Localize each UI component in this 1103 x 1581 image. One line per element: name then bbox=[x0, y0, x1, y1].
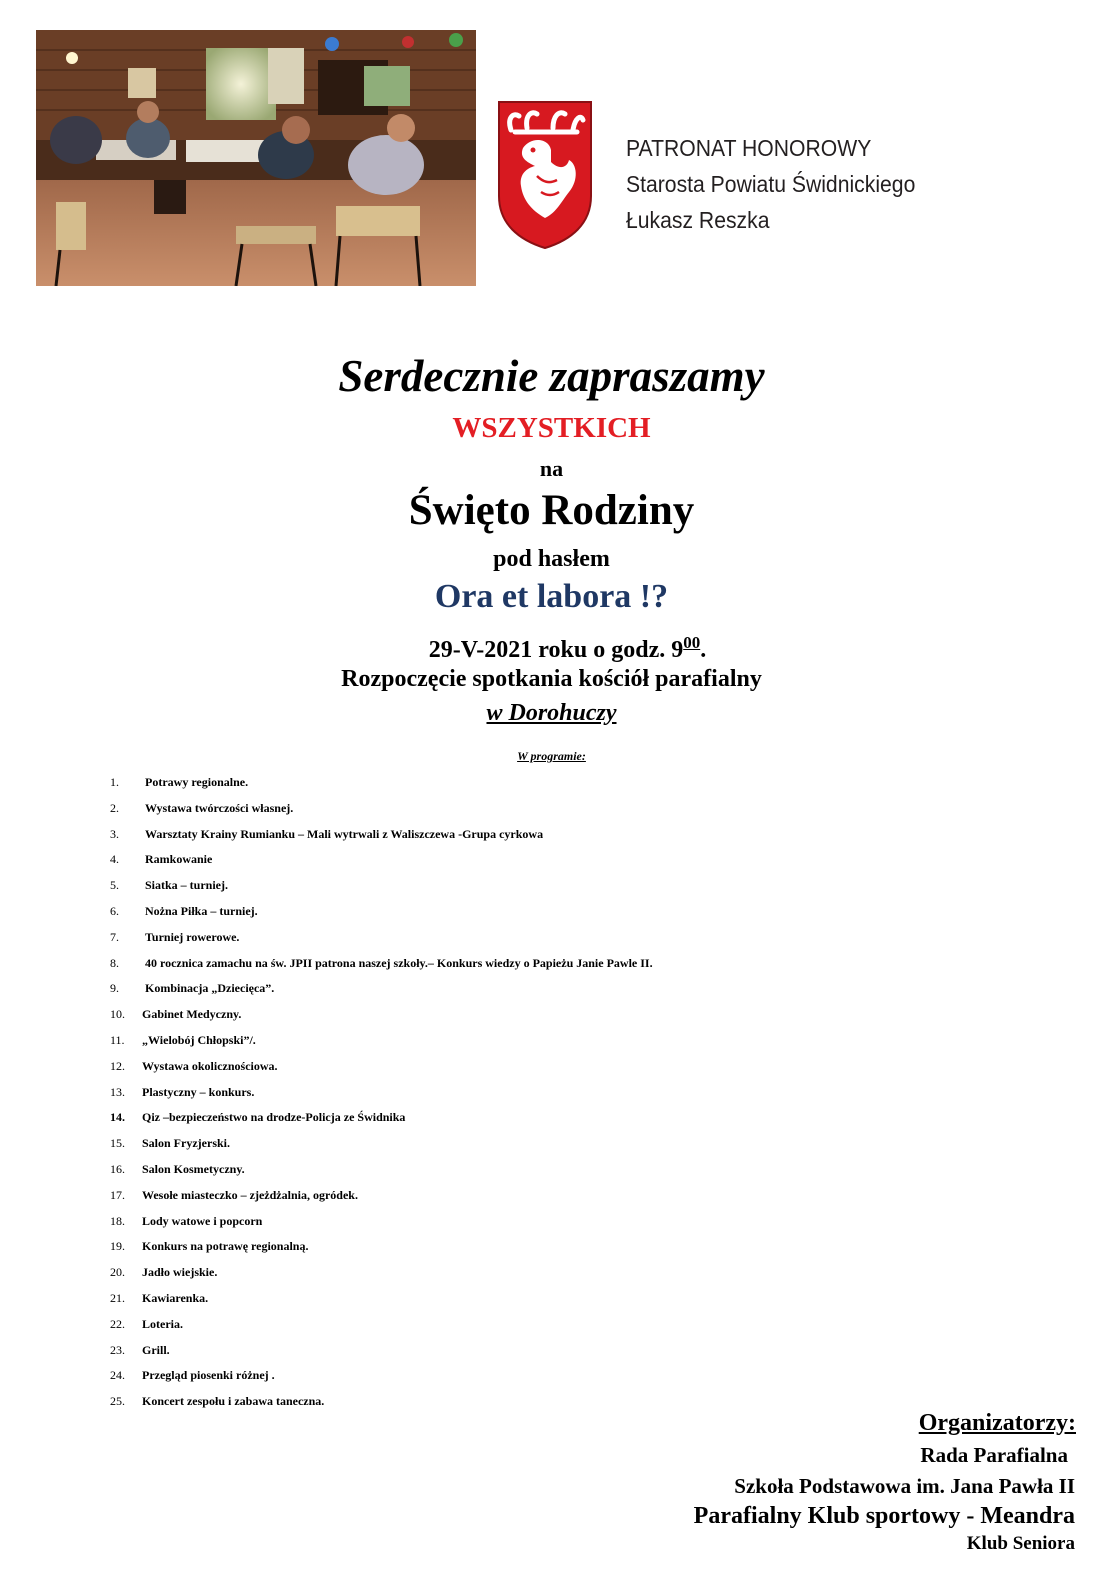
list-item-number: 3. bbox=[110, 826, 119, 841]
date-text: 29-V-2021 roku o godz. 9 bbox=[428, 637, 684, 663]
list-item bbox=[0, 956, 760, 978]
list-item-text: Turniej rowerowe. bbox=[145, 929, 240, 944]
list-item bbox=[0, 1188, 760, 1210]
list-item bbox=[0, 852, 760, 874]
list-item-text: Ramkowanie bbox=[145, 852, 213, 867]
list-item-number: 2. bbox=[110, 800, 119, 815]
date-end: . bbox=[700, 637, 707, 663]
list-item-number: 7. bbox=[110, 929, 119, 944]
list-item bbox=[0, 1368, 760, 1390]
list-item bbox=[0, 1343, 760, 1365]
list-item-text: 40 rocznica zamachu na św. JPII patrona naszej szkoły.– Konkurs wiedzy o Papieżu Janie Pawle II. bbox=[145, 955, 653, 970]
coat-of-arms-icon bbox=[497, 100, 593, 250]
list-item bbox=[0, 1394, 760, 1416]
list-item-number: 11. bbox=[110, 1033, 125, 1047]
list-item-text: Wystawa okolicznościowa. bbox=[142, 1058, 278, 1073]
list-item bbox=[0, 930, 760, 952]
list-item bbox=[0, 1110, 760, 1132]
list-item-number: 8. bbox=[110, 955, 119, 970]
list-item-number: 5. bbox=[110, 878, 119, 893]
programme-title: W programie: bbox=[517, 749, 586, 763]
list-item-text: Przegląd piosenki różnej . bbox=[142, 1368, 275, 1383]
list-item-text: Nożna Piłka – turniej. bbox=[145, 904, 258, 918]
organizer-3: Parafialny Klub sportowy - Meandra bbox=[693, 1503, 1075, 1529]
greeting-heading: Serdecznie zapraszamy bbox=[338, 351, 765, 401]
list-item-text: Siatka – turniej. bbox=[145, 878, 229, 893]
list-item bbox=[0, 801, 760, 823]
list-item-text: Koncert zespołu i zabawa taneczna. bbox=[142, 1394, 325, 1409]
patronage-line-3: Łukasz Reszka bbox=[626, 207, 770, 233]
list-item-number: 6. bbox=[110, 904, 119, 918]
list-item-text: „Wielobój Chłopski”/. bbox=[142, 1033, 256, 1047]
list-item-number: 20. bbox=[110, 1265, 125, 1280]
list-item-number: 23. bbox=[110, 1342, 125, 1357]
list-item-text: Kawiarenka. bbox=[142, 1291, 209, 1305]
list-item-text: Wesołe miasteczko – zjeżdżalnia, ogródek. bbox=[142, 1187, 358, 1202]
time-minutes: 00 bbox=[683, 633, 701, 652]
list-item-text: Salon Fryzjerski. bbox=[142, 1136, 230, 1151]
list-item-number: 10. bbox=[110, 1007, 125, 1022]
list-item-text: Kombinacja „Dziecięca”. bbox=[145, 981, 275, 996]
list-item-number: 24. bbox=[110, 1368, 125, 1383]
list-item-number: 4. bbox=[110, 852, 119, 867]
date-line bbox=[16, 633, 1103, 664]
organizers-title: Organizatorzy: bbox=[918, 1410, 1076, 1436]
list-item-text: Grill. bbox=[142, 1342, 170, 1357]
list-item bbox=[0, 1162, 760, 1184]
list-item-number: 13. bbox=[110, 1084, 125, 1099]
list-item bbox=[0, 981, 760, 1003]
organizer-2: Szkoła Podstawowa im. Jana Pawła II bbox=[734, 1474, 1075, 1498]
list-item-text: Gabinet Medyczny. bbox=[142, 1007, 242, 1022]
list-item bbox=[0, 775, 760, 797]
list-item-number: 9. bbox=[110, 981, 119, 996]
list-item-number: 22. bbox=[110, 1316, 125, 1331]
patronage-line-2: Starosta Powiatu Świdnickiego bbox=[626, 171, 916, 197]
place-line: w Dorohuczy bbox=[486, 700, 617, 726]
list-item-number: 19. bbox=[110, 1239, 125, 1254]
list-item-text: Wystawa twórczości własnej. bbox=[145, 800, 294, 815]
list-item bbox=[0, 1239, 760, 1261]
list-item-text: Qiz –bezpieczeństwo na drodze-Policja ze Świdnika bbox=[142, 1110, 406, 1125]
list-item-number: 1. bbox=[110, 775, 119, 789]
list-item bbox=[0, 1317, 760, 1339]
list-item bbox=[0, 1265, 760, 1287]
list-item bbox=[0, 1214, 760, 1236]
list-item-text: Loteria. bbox=[142, 1316, 183, 1331]
list-item-number: 15. bbox=[110, 1136, 125, 1151]
header-photo bbox=[36, 30, 476, 286]
list-item-text: Salon Kosmetyczny. bbox=[142, 1162, 245, 1176]
list-item-number: 17. bbox=[110, 1187, 125, 1202]
list-item-number: 25. bbox=[110, 1394, 125, 1409]
list-item bbox=[0, 1136, 760, 1158]
list-item bbox=[0, 1007, 760, 1029]
list-item-number: 16. bbox=[110, 1162, 125, 1176]
list-item-text: Potrawy regionalne. bbox=[145, 775, 249, 789]
organizer-4: Klub Seniora bbox=[966, 1533, 1075, 1554]
list-item bbox=[0, 1033, 760, 1055]
event-title: Święto Rodziny bbox=[408, 487, 695, 534]
list-item bbox=[0, 827, 760, 849]
motto: Ora et labora !? bbox=[434, 578, 669, 615]
list-item bbox=[0, 1059, 760, 1081]
list-item-number: 21. bbox=[110, 1291, 125, 1305]
list-item-number: 12. bbox=[110, 1058, 125, 1073]
list-item-text: Warsztaty Krainy Rumianku – Mali wytrwali z Waliszczewa -Grupa cyrkowa bbox=[145, 826, 544, 841]
list-item-number: 18. bbox=[110, 1213, 125, 1228]
patronage-line-1: PATRONAT HONOROWY bbox=[626, 135, 872, 161]
list-item bbox=[0, 904, 760, 926]
list-item bbox=[0, 878, 760, 900]
list-item-text: Jadło wiejskie. bbox=[142, 1265, 218, 1280]
audience-heading: WSZYSTKICH bbox=[452, 412, 651, 444]
organizer-1: Rada Parafialna bbox=[920, 1443, 1068, 1467]
on-word: na bbox=[539, 456, 564, 481]
list-item bbox=[0, 1291, 760, 1313]
list-item-text: Konkurs na potrawę regionalną. bbox=[142, 1239, 309, 1254]
patronage-block bbox=[626, 130, 915, 238]
start-line: Rozpoczęcie spotkania kościół parafialny bbox=[341, 666, 762, 692]
list-item bbox=[0, 1085, 760, 1107]
list-item-text: Lody watowe i popcorn bbox=[142, 1213, 263, 1228]
list-item-number: 14. bbox=[110, 1110, 125, 1125]
list-item-text: Plastyczny – konkurs. bbox=[142, 1084, 255, 1099]
motto-intro: pod hasłem bbox=[493, 546, 610, 572]
